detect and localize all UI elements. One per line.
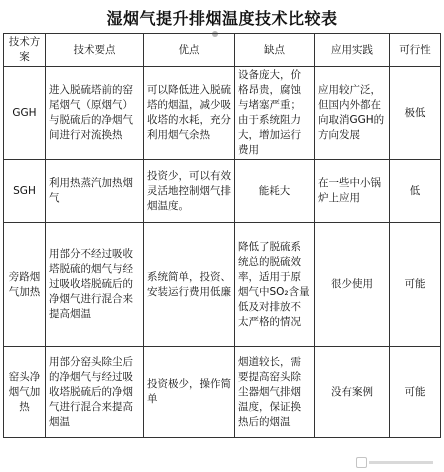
cell-scheme: GGH <box>4 67 46 160</box>
cell-disadvantages: 烟道较长，需要提高窑头除尘器烟气排烟温度，保证换热后的烟温 <box>235 347 315 438</box>
table-row <box>4 67 441 160</box>
watermark-logo <box>356 455 438 469</box>
header-cell-scheme: 技术方案 <box>4 34 46 67</box>
cell-key-points: 用部分不经过吸收塔脱硫的烟气与经过吸收塔脱硫后的净烟气进行混合来提高烟温 <box>46 223 144 347</box>
cell-practice: 在一些中小锅炉上应用 <box>315 160 390 223</box>
cell-advantages: 投资少，可以有效灵活地控制烟气排烟温度。 <box>144 160 235 223</box>
comparison-table <box>3 33 441 438</box>
header-cell-key-points: 技术要点 <box>46 34 144 67</box>
cell-advantages: 系统简单，投资、安装运行费用低廉 <box>144 223 235 347</box>
table-row <box>4 347 441 438</box>
header-cell-disadvantages: 缺点 <box>235 34 315 67</box>
cell-feasibility: 极低 <box>390 67 441 160</box>
cell-disadvantages: 降低了脱硫系统总的脱硫效率，适用于原烟气中SO₂含量低及对排放不太严格的情况 <box>235 223 315 347</box>
watermark-bar <box>369 461 433 464</box>
header-cell-practice: 应用实践 <box>315 34 390 67</box>
table-row <box>4 160 441 223</box>
header-cell-advantages: 优点 <box>144 34 235 67</box>
cell-key-points: 进入脱硫塔前的窑尾烟气（原烟气）与脱硫后的净烟气间进行对流换热 <box>46 67 144 160</box>
header-cell-feasibility: 可行性 <box>390 34 441 67</box>
cell-feasibility: 可能 <box>390 223 441 347</box>
cell-advantages: 可以降低进入脱硫塔的烟温，减少吸收塔的水耗，充分利用烟气余热 <box>144 67 235 160</box>
header-row <box>4 34 441 67</box>
cell-key-points: 用部分窑头除尘后的净烟气与经过吸收塔脱硫后的净烟气进行混合来提高烟温 <box>46 347 144 438</box>
cell-scheme: 旁路烟气加热 <box>4 223 46 347</box>
cell-scheme: 窑头净烟气加热 <box>4 347 46 438</box>
table-title: 湿烟气提升排烟温度技术比较表 <box>106 9 338 28</box>
cell-scheme: SGH <box>4 160 46 223</box>
cell-practice: 没有案例 <box>315 347 390 438</box>
cell-practice: 应用较广泛，但国内外都在向取消GGH的方向发展 <box>315 67 390 160</box>
cell-key-points: 利用热蒸汽加热烟气 <box>46 160 144 223</box>
watermark-icon <box>356 457 367 468</box>
cell-disadvantages: 能耗大 <box>235 160 315 223</box>
cell-feasibility: 可能 <box>390 347 441 438</box>
cell-advantages: 投资极少，操作简单 <box>144 347 235 438</box>
cell-feasibility: 低 <box>390 160 441 223</box>
cell-practice: 很少使用 <box>315 223 390 347</box>
cell-disadvantages: 设备庞大，价格昂贵，腐蚀与堵塞严重；由于系统阻力大，增加运行费用 <box>235 67 315 160</box>
table-row <box>4 223 441 347</box>
